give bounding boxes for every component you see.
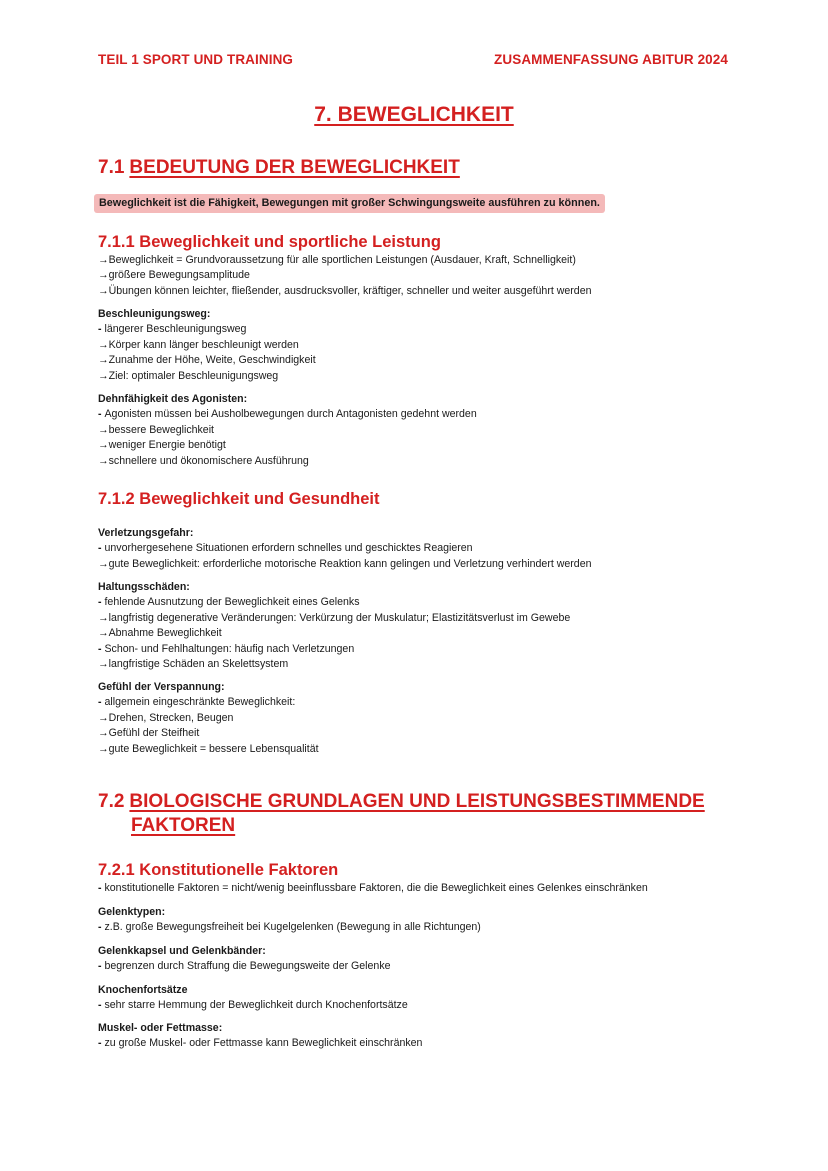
list-item: - längerer Beschleunigungsweg: [98, 322, 316, 337]
list-item: - z.B. große Bewegungsfreiheit bei Kugelgelenken (Bewegung in alle Richtungen): [98, 920, 481, 935]
list-item: - Agonisten müssen bei Ausholbewegungen durch Antagonisten gedehnt werden: [98, 407, 477, 422]
block-label: Beschleunigungsweg:: [98, 308, 211, 320]
definition-highlight: Beweglichkeit ist die Fähigkeit, Bewegungen mit großer Schwingungsweite ausführen zu können.: [94, 194, 605, 213]
section-title-line1: BIOLOGISCHE GRUNDLAGEN UND LEISTUNGSBESTIMMENDE: [129, 791, 705, 812]
injury-block: [98, 526, 591, 572]
list-item: → langfristige Schäden an Skelettsystem: [98, 657, 570, 672]
list-item: → Abnahme Beweglichkeit: [98, 626, 570, 641]
subsection-7-1-2-heading: 7.1.2 Beweglichkeit und Gesundheit: [98, 490, 380, 508]
list-item: - zu große Muskel- oder Fettmasse kann Beweglichkeit einschränken: [98, 1036, 422, 1051]
block-label: Muskel- oder Fettmasse:: [98, 1022, 223, 1034]
list-item: → bessere Beweglichkeit: [98, 423, 477, 438]
subsection-7-2-1-heading: 7.2.1 Konstitutionelle Faktoren: [98, 861, 339, 879]
list-item: - Schon- und Fehlhaltungen: häufig nach Verletzungen: [98, 642, 570, 657]
tension-block: [98, 680, 319, 757]
list-item: → Drehen, Strecken, Beugen: [98, 711, 319, 726]
list-item: → Gefühl der Steifheit: [98, 726, 319, 741]
list-item: → Beweglichkeit = Grundvoraussetzung für alle sportlichen Leistungen (Ausdauer, Kraft, Schnelligkeit): [98, 253, 591, 268]
list-item: - unvorhergesehene Situationen erfordern schnelles und geschicktes Reagieren: [98, 541, 591, 556]
section-7-1-heading: [98, 156, 460, 180]
posture-block: [98, 580, 570, 672]
block-label: Dehnfähigkeit des Agonisten:: [98, 393, 248, 405]
joint-types-block: [98, 905, 481, 936]
list-item: - konstitutionelle Faktoren = nicht/wenig beeinflussbare Faktoren, die die Beweglichkeit eines Gelenkes einschränken: [98, 881, 648, 896]
muscle-fat-block: [98, 1021, 422, 1052]
block-label: Gelenkkapsel und Gelenkbänder:: [98, 945, 266, 957]
list-item: → weniger Energie benötigt: [98, 438, 477, 453]
section-7-2-heading: [98, 790, 705, 838]
block-label: Knochenfortsätze: [98, 984, 188, 996]
list-item: → Zunahme der Höhe, Weite, Geschwindigkeit: [98, 353, 316, 368]
list-item: → langfristig degenerative Veränderungen: Verkürzung der Muskulatur; Elastizitätsverlust im Gewebe: [98, 611, 570, 626]
list-item: → Übungen können leichter, fließender, ausdrucksvoller, kräftiger, schneller und weiter ausgeführt werden: [98, 284, 591, 299]
list-item: → gute Beweglichkeit: erforderliche motorische Reaktion kann gelingen und Verletzung verhindert werden: [98, 557, 591, 572]
list-item: → gute Beweglichkeit = bessere Lebensqualität: [98, 742, 319, 757]
list-item: - allgemein eingeschränkte Beweglichkeit:: [98, 695, 319, 710]
block-label: Verletzungsgefahr:: [98, 527, 194, 539]
list-item: - begrenzen durch Straffung die Bewegungsweite der Gelenke: [98, 959, 391, 974]
block-label: Haltungsschäden:: [98, 581, 190, 593]
acceleration-block: [98, 307, 316, 384]
subsection-7-1-1-heading: 7.1.1 Beweglichkeit und sportliche Leistung: [98, 233, 441, 251]
block-label: Gefühl der Verspannung:: [98, 681, 225, 693]
list-item: → größere Bewegungsamplitude: [98, 268, 591, 283]
section-title-line2: FAKTOREN: [131, 815, 236, 836]
list-item: → Körper kann länger beschleunigt werden: [98, 338, 316, 353]
bone-process-block: [98, 983, 408, 1014]
chapter-title: 7. BEWEGLICHKEIT: [314, 103, 514, 126]
list-item: → schnellere und ökonomischere Ausführung: [98, 454, 477, 469]
section-title: BEDEUTUNG DER BEWEGLICHKEIT: [129, 157, 460, 178]
list-item: - fehlende Ausnutzung der Beweglichkeit eines Gelenks: [98, 595, 570, 610]
section-number: 7.1: [98, 157, 125, 178]
block-label: Gelenktypen:: [98, 906, 166, 918]
section-number: 7.2: [98, 791, 125, 812]
list-item: → Ziel: optimaler Beschleunigungsweg: [98, 369, 316, 384]
constitutional-intro: [98, 881, 648, 896]
joint-capsule-block: [98, 944, 391, 975]
list-item: - sehr starre Hemmung der Beweglichkeit durch Knochenfortsätze: [98, 998, 408, 1013]
header-left: TEIL 1 SPORT UND TRAINING: [98, 52, 294, 67]
performance-list: [98, 253, 591, 299]
stretch-block: [98, 392, 477, 469]
header-right: ZUSAMMENFASSUNG ABITUR 2024: [494, 52, 728, 67]
